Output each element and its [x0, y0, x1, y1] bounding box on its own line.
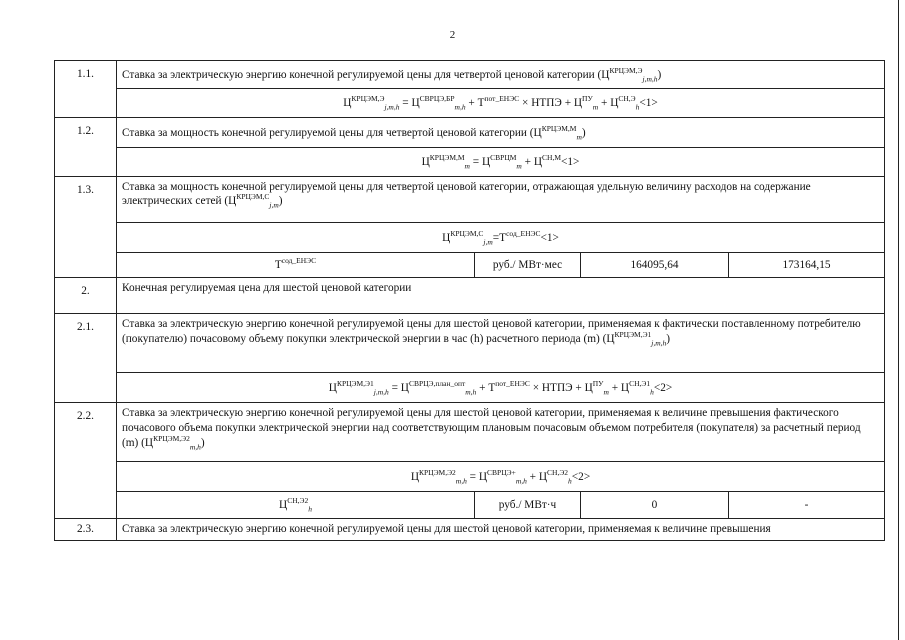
table-row [55, 223, 885, 253]
table-row [55, 492, 885, 519]
row-description: Ставка за электрическую энергию конечной регулируемой цены для шестой ценовой категории, применяемая к величине превышения фактического почасового объема покупки электрической энергии над соответствующим плановым почасовым объемом потребителя (покупателя) за расчетный период (m) $(Ц^{КРЦЭМ,Э2}_{m,h})$ [117, 403, 885, 462]
row-description: Ставка за электрическую энергию конечной регулируемой цены для шестой ценовой категории, применяемая к фактически поставленному потребителю (покупателю) почасовому объему покупки электрической энергии в час (h) расчетного периода (m) $(Ц^{КРЦЭМ,Э1}_{j,m,h})$ [117, 314, 885, 373]
value-cell: 173164,15 [729, 253, 885, 278]
scan-edge-line [898, 0, 899, 640]
row-description: Ставка за мощность конечной регулируемой цены для четвертой ценовой категории $(Ц^{КРЦЭМ,М}_m)$ [117, 118, 885, 148]
page-number: 2 [449, 29, 456, 41]
table-row [55, 61, 885, 89]
row-description: Ставка за электрическую энергию конечной регулируемой цены для шестой ценовой категории, применяемая к величине превышения [117, 519, 885, 541]
row-description: Конечная регулируемая цена для шестой ценовой категории [117, 278, 885, 314]
row-number: 2.3. [55, 519, 117, 541]
row-number: 2.1. [55, 314, 117, 403]
table-row [55, 89, 885, 118]
formula: $Ц^{КРЦЭМ,Э1}_{j,m,h} = Ц^{СВРЦЭ,план\_опт}_{m,h} + Т^{пот\_ЕНЭС}$ × НТПЭ + $Ц^{ПУ}_m + Ц^{СН,Э1}_h<2>$ [117, 373, 885, 403]
unit-cell: руб./ МВт·мес [475, 253, 581, 278]
row-number: 1.1. [55, 61, 117, 118]
table-row [55, 177, 885, 223]
table-row [55, 148, 885, 177]
table-row [55, 373, 885, 403]
table-row [55, 403, 885, 462]
table-row [55, 118, 885, 148]
value-cell: - [729, 492, 885, 519]
table-row [55, 253, 885, 278]
row-number: 2. [55, 278, 117, 314]
value-label: $Т^{сод\_ЕНЭС}$ [117, 253, 475, 278]
unit-cell: руб./ МВт·ч [475, 492, 581, 519]
table-row [55, 314, 885, 373]
row-description: Ставка за электрическую энергию конечной регулируемой цены для четвертой ценовой категории $(Ц^{КРЦЭМ,Э}_{j,m,h})$ [117, 61, 885, 89]
row-number: 1.2. [55, 118, 117, 177]
value-label: $Ц^{СН,Э2}_h$ [117, 492, 475, 519]
tariff-table [54, 60, 885, 541]
value-cell: 164095,64 [581, 253, 729, 278]
table-row [55, 462, 885, 492]
table-row [55, 278, 885, 314]
value-cell: 0 [581, 492, 729, 519]
formula: $Ц^{КРЦЭМ,Э2}_{m,h} = Ц^{СВРЦЭ+}_{m,h} + Ц^{СН,Э2}_h<2>$ [117, 462, 885, 492]
row-description: Ставка за мощность конечной регулируемой цены для четвертой ценовой категории, отражающая удельную величину расходов на содержание электрических сетей $(Ц^{КРЦЭМ,С}_{j,m})$ [117, 177, 885, 223]
formula: $Ц^{КРЦЭМ,Э}_{j,m,h} = Ц^{СВРЦЭ,БР}_{m,h} + Т^{пот\_ЕНЭС}$ × НТПЭ + $Ц^{ПУ}_m + Ц^{СН,Э}_h<1>$ [117, 89, 885, 118]
row-number: 1.3. [55, 177, 117, 278]
table-row [55, 519, 885, 541]
formula: $Ц^{КРЦЭМ,С}_{j,m}=Т^{сод\_ЕНЭС}<1>$ [117, 223, 885, 253]
formula: $Ц^{КРЦЭМ,М}_m = Ц^{СВРЦМ}_m + Ц^{СН,М}<1>$ [117, 148, 885, 177]
row-number: 2.2. [55, 403, 117, 519]
